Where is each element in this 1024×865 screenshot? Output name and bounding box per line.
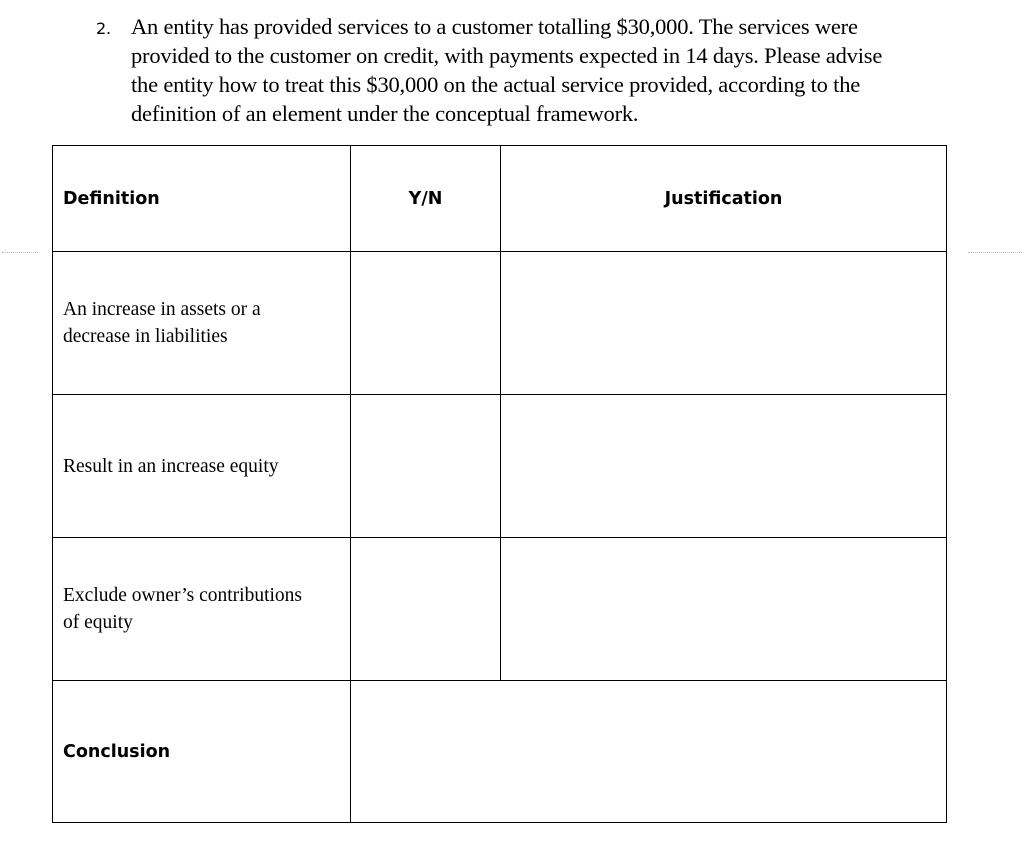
question-line: An entity has provided services to a customer totalling $30,000. The services were <box>131 14 858 39</box>
justification-cell[interactable] <box>501 395 947 538</box>
definition-cell <box>53 395 351 538</box>
element-definition-table <box>52 145 947 823</box>
question-line: definition of an element under the conceptual framework. <box>131 101 639 126</box>
header-definition: Definition <box>53 146 351 252</box>
question-line: provided to the customer on credit, with payments expected in 14 days. Please advise <box>131 43 883 68</box>
question-text <box>131 12 961 128</box>
justification-cell[interactable] <box>501 252 947 395</box>
yn-cell[interactable] <box>351 395 501 538</box>
header-justification: Justification <box>501 146 947 252</box>
yn-cell[interactable] <box>351 252 501 395</box>
question-line: the entity how to treat this $30,000 on the actual service provided, according to the <box>131 72 861 97</box>
definition-cell <box>53 252 351 395</box>
header-yn: Y/N <box>351 146 501 252</box>
conclusion-row <box>53 681 947 823</box>
definition-line: Result in an increase equity <box>63 455 279 477</box>
yn-cell[interactable] <box>351 538 501 681</box>
definition-line: of equity <box>63 612 133 633</box>
definition-line: Exclude owner’s contributions <box>63 585 303 606</box>
left-margin-marker <box>2 252 38 253</box>
right-margin-marker <box>968 252 1022 253</box>
table-row <box>53 252 947 395</box>
conclusion-cell[interactable] <box>351 681 947 823</box>
question-number: 2. <box>96 19 111 38</box>
table-header-row <box>53 146 947 252</box>
justification-cell[interactable] <box>501 538 947 681</box>
definition-cell <box>53 538 351 681</box>
definition-line: An increase in assets or a <box>63 299 261 320</box>
definition-line: decrease in liabilities <box>63 326 228 347</box>
table-row <box>53 395 947 538</box>
table-row <box>53 538 947 681</box>
conclusion-label: Conclusion <box>53 681 351 823</box>
